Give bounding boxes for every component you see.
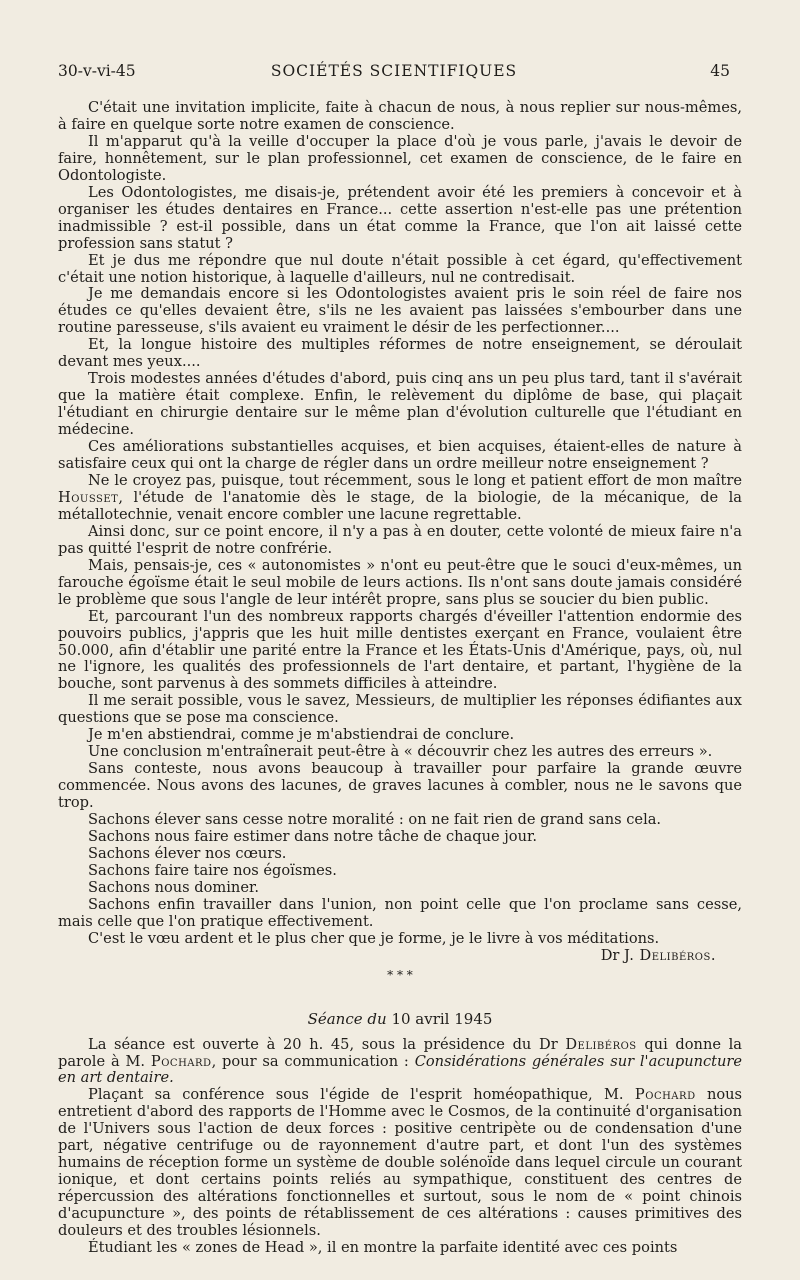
paragraph: Sachons nous faire estimer dans notre tâche de chaque jour. (88, 827, 537, 845)
header-journal-title: SOCIÉTÉS SCIENTIFIQUES (270, 62, 518, 80)
paragraph: Et je dus me répondre que nul doute n'était possible à cet égard, qu'effectivement c'était une notion historique, à laquelle d'ailleurs, nul ne contredisait. (58, 251, 742, 286)
paragraph-text: , l'étude de l'anatomie dès le stage, de la biologie, de la mécanique, de la métallotechnie, venait encore combler une lacune regrettable. (58, 488, 742, 523)
paragraph-text: Ne le croyez pas, puisque, tout récemment, sous le long et patient effort de mon maître (88, 471, 742, 489)
paragraph-text: La séance est ouverte à 20 h. 45, sous la présidence du Dr (88, 1035, 558, 1053)
paragraph: Je m'en abstiendrai, comme je m'abstiendrai de conclure. (88, 726, 515, 744)
article-body (58, 100, 742, 1257)
paragraph-text: qui donne la parole à M. (58, 1035, 743, 1070)
paragraph: Ces améliorations substantielles acquises, et bien acquises, étaient-elles de nature à satisfaire ceux qui ont la charge de régler dans un ordre meilleur notre enseignement ? (58, 438, 742, 473)
signature-title: Dr (600, 946, 620, 964)
paragraph: Ainsi donc, sur ce point encore, il n'y a pas à en douter, cette volonté de mieux faire n'a pas quitté l'esprit de notre confrérie. (58, 522, 742, 557)
signature-name: J. Delibéros. (624, 946, 716, 964)
paragraph: Il m'apparut qu'à la veille d'occuper la place d'où je vous parle, j'avais le devoir de faire, honnêtement, sur le plan professionnel, cet examen de conscience, de le faire en Odontologiste. (58, 132, 742, 184)
running-header (58, 62, 730, 84)
paragraph: Je me demandais encore si les Odontologistes avaient pris le soin réel de faire nos études ce qu'elles devaient être, s'ils ne les avaient pas laissées s'embourber dans une routine paresseuse, s'ils avaient eu vraiment le désir de les perfectionner.... (58, 285, 742, 337)
paragraph: Sans conteste, nous avons beaucoup à travailler pour parfaire la grande œuvre commencée. Nous avons des lacunes, de graves lacunes à combler, nous ne le savons que trop. (58, 760, 742, 812)
header-date: 30-v-vi-45 (58, 62, 136, 80)
paragraph-text: , pour sa communication : (211, 1052, 409, 1070)
paragraph: Sachons faire taire nos égoïsmes. (88, 861, 337, 879)
paragraph: Et, la longue histoire des multiples réformes de notre enseignement, se déroulait devant mes yeux.... (58, 336, 742, 371)
paragraph: Trois modestes années d'études d'abord, puis cinq ans un peu plus tard, tant il s'avérait que la matière était complexe. Enfin, le relèvement du diplôme de base, qui plaçait l'étudiant en chirurgie dentaire sur le même plan d'évolution culturelle que l'étudiant en médecine. (58, 370, 742, 439)
paragraph: Une conclusion m'entraînerait peut-être à « découvrir chez les autres des erreurs ». (88, 743, 713, 761)
paragraph (58, 1087, 742, 1240)
section-separator: * * * (387, 967, 413, 982)
paragraph: Les Odontologistes, me disais-je, prétendent avoir été les premiers à concevoir et à organiser les études dentaires en France... cette assertion n'est-elle pas une prétention inadmissible ? est-il possible, dans un état comme la France, que l'on ait laissé cette profession sans statut ? (58, 183, 742, 252)
paragraph: C'était une invitation implicite, faite à chacun de nous, à nous replier sur nous-mêmes, à faire en quelque sorte notre examen de conscience. (58, 99, 742, 133)
person-name-speaker: Pochard (150, 1052, 212, 1070)
person-name-president: Delibéros (565, 1035, 637, 1053)
paragraph: Étudiant les « zones de Head », il en montre la parfaite identité avec ces points (88, 1239, 678, 1256)
person-name-speaker: Pochard (634, 1086, 696, 1104)
paragraph: Il me serait possible, vous le savez, Messieurs, de multiplier les réponses édifiantes aux questions que se pose ma conscience. (58, 692, 742, 727)
paragraph (58, 1037, 742, 1088)
paragraph (58, 473, 742, 524)
person-name-housset: Housset (58, 488, 119, 506)
paragraph: Sachons enfin travailler dans l'union, non point celle que l'on proclame sans cesse, mais celle que l'on pratique effectivement. (58, 895, 742, 930)
session-title: Séance du (307, 1009, 387, 1028)
signature (58, 948, 742, 965)
paragraph: Et, parcourant l'un des nombreux rapports chargés d'éveiller l'attention endormie des pouvoirs publics, j'appris que les huit mille dentistes exerçant en France, voulaient être 50.000, afin d'établir une parité entre la France et les États-Unis d'Amérique, pays, où, nul ne l'ignore, les qualités des professionnels de l'art dentaire, et partant, l'hygiène de la bouche, sont parvenus à des sommets difficiles à atteindre. (58, 607, 742, 693)
paragraph: Sachons nous dominer. (88, 878, 259, 896)
session-date: 10 avril 1945 (391, 1009, 493, 1028)
paragraph-text: Plaçant sa conférence sous l'égide de l'esprit homéopathique, M. (88, 1086, 624, 1104)
session-heading (58, 1011, 742, 1028)
page-number: 45 (710, 62, 730, 80)
talk-title: Considérations générales sur l'acupuncture en art dentaire. (58, 1052, 743, 1087)
paragraph: Sachons élever nos cœurs. (88, 844, 287, 862)
paragraph: C'est le vœu ardent et le plus cher que je forme, je le livre à vos méditations. (88, 929, 660, 947)
paragraph-text: nous entretient d'abord des rapports de l'Homme avec le Cosmos, de la continuité d'organisation de l'Univers sous l'action de deux forces : positive centripète ou de condensation d'une part, négative centrifuge ou de rayonnement d'autre part, et dont l'un des systèmes humains de réception forme un système de double solénoïde dans lequel circule un courant ionique, et dont certains points reliés au sympathique, constituent des centres de répercussion des altérations fonctionnelles et surtout, sous le nom de « point chinois d'acupuncture », des points de rétablissement de ces altérations : causes primitives des douleurs et des troubles lésionnels. (58, 1086, 743, 1240)
paragraph: Mais, pensais-je, ces « autonomistes » n'ont eu peut-être que le souci d'eux-mêmes, un farouche égoïsme était le seul mobile de leurs actions. Ils n'ont sans doute jamais considéré le problème que sous l'angle de leur intérêt propre, sans plus se soucier du bien public. (58, 556, 742, 608)
paragraph: Sachons élever sans cesse notre moralité : on ne fait rien de grand sans cela. (88, 811, 662, 829)
